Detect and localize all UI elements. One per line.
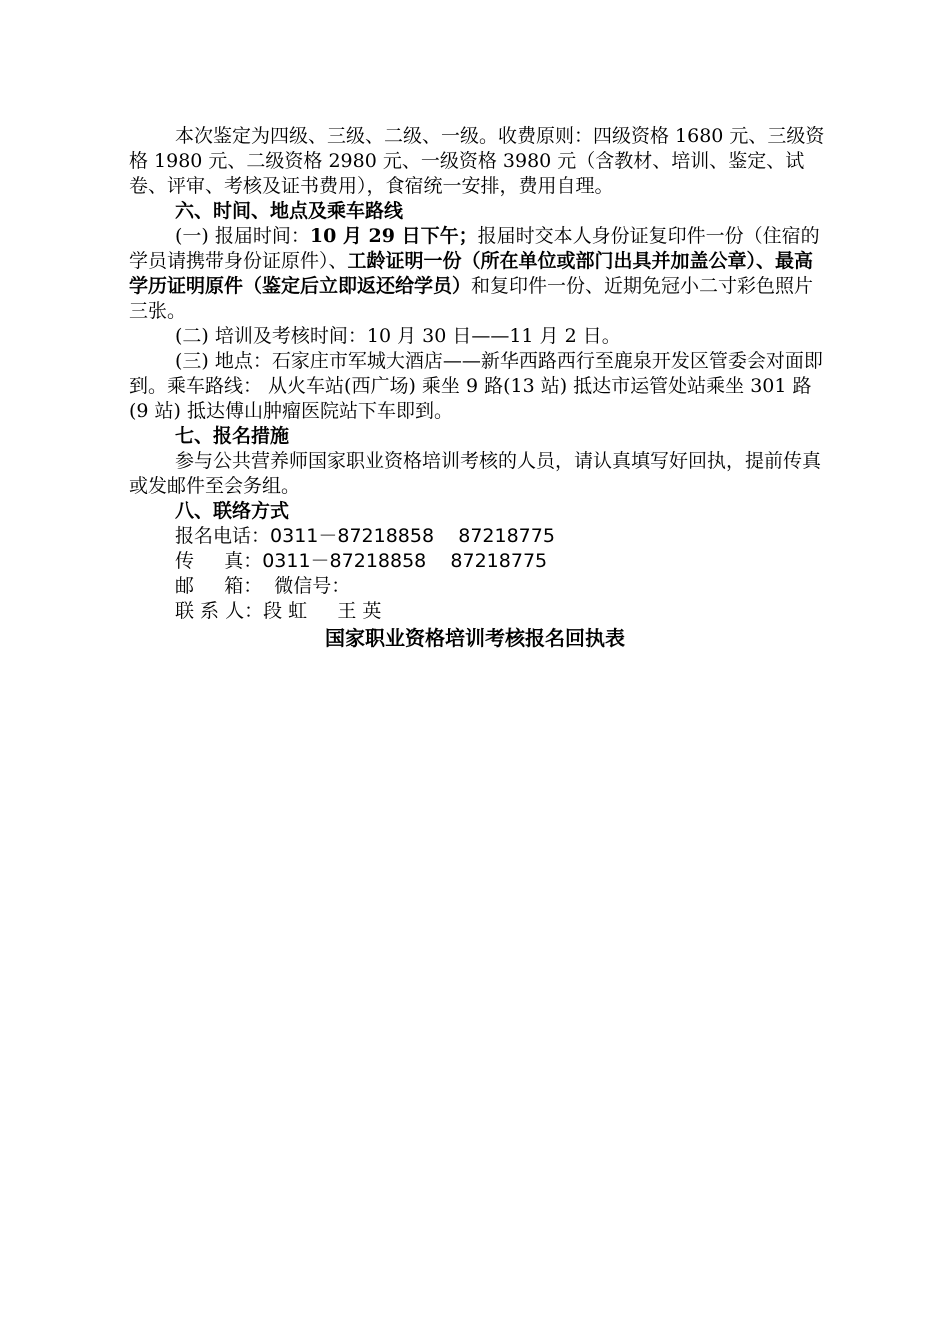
training-time-paragraph: (二) 培训及考核时间：10 月 30 日——11 月 2 日。: [175, 325, 621, 347]
registration-date: 10 月 29 日下午；: [309, 225, 478, 247]
fax-row: [129, 549, 829, 574]
registration-docs-bold: 工龄证明一份（所在单位或部门出具并加盖公章）、最高学历证明原件（鉴定后立即返还给学员）: [129, 250, 814, 297]
document-body: [129, 124, 829, 624]
email-row: [129, 574, 829, 599]
form-title: 国家职业资格培训考核报名回执表: [325, 626, 625, 650]
contact-person-row: [129, 599, 829, 624]
section7-heading: 七、报名措施: [175, 425, 290, 447]
fax-label: 传 真：: [175, 550, 263, 572]
signup-paragraph: 参与公共营养师国家职业资格培训考核的人员，请认真填写好回执，提前传真或发邮件至会务组。: [129, 450, 822, 497]
section8-heading: 八、联络方式: [175, 500, 290, 522]
registration-paragraph: [129, 224, 829, 324]
phone-row: [129, 524, 829, 549]
email-label: 邮 箱：: [175, 575, 263, 597]
registration-docs: 报届时交本人身份证复印件一份（住宿的学员请携带身份证原件）、: [129, 225, 820, 272]
phone-value: 0311－87218858 87218775: [270, 525, 555, 547]
contact-names: 段 虹 王 英: [263, 600, 382, 622]
registration-docs-end: 和复印件一份、近期免冠小二寸彩色照片三张。: [129, 275, 814, 322]
section6-heading: 六、时间、地点及乘车路线: [175, 200, 404, 222]
registration-label: (一) 报届时间：: [175, 225, 310, 247]
fee-paragraph: 本次鉴定为四级、三级、二级、一级。收费原则：四级资格 1680 元、三级资格 1980 元、二级资格 2980 元、一级资格 3980 元（含教材、培训、鉴定、试卷、评审、考核及证书费用），食宿统一安排，费用自理。: [129, 125, 825, 197]
phone-label: 报名电话：: [175, 525, 271, 547]
contact-label: 联 系 人：: [175, 600, 264, 622]
location-paragraph: (三) 地点：石家庄市军城大酒店——新华西路西行至鹿泉开发区管委会对面即到。乘车路线： 从火车站(西广场) 乘坐 9 路(13 站) 抵达市运管处站乘坐 301 路(9 站) 抵达傅山肿瘤医院站下车即到。: [129, 350, 823, 422]
wechat-label: 微信号：: [262, 575, 351, 597]
fax-value: 0311－87218858 87218775: [262, 550, 548, 572]
